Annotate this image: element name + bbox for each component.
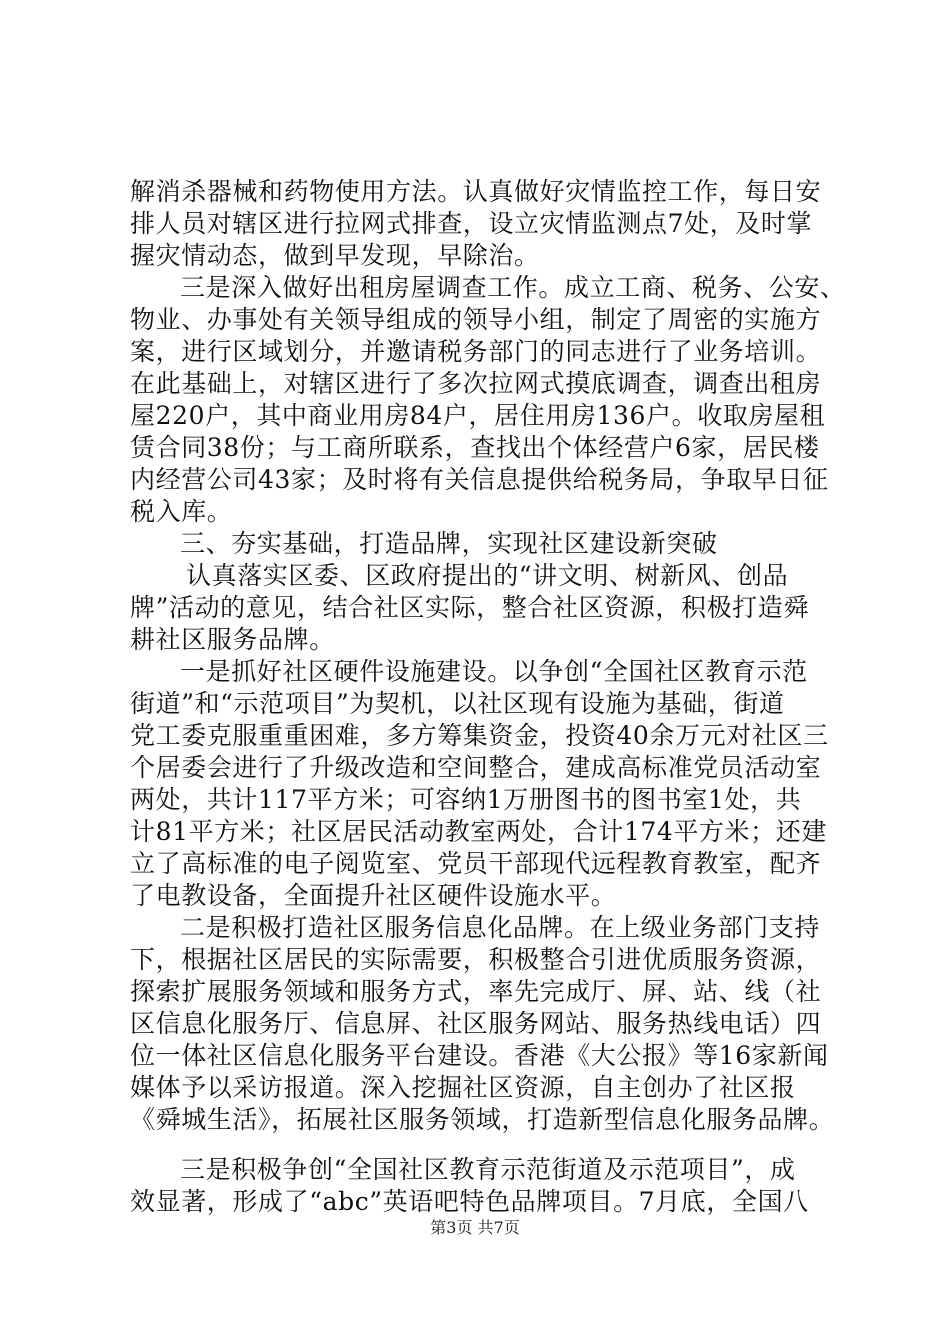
text-line: 内经营公司43家；及时将有关信息提供给税务局，争取早日征 xyxy=(130,465,829,494)
text-line: 屋220户，其中商业用房84户，居住用房136户。收取房屋租 xyxy=(130,401,826,430)
section-heading: 三、夯实基础，打造品牌，实现社区建设新突破 xyxy=(180,529,718,558)
text-line: 探索扩展服务领域和服务方式，率先完成厅、屏、站、线（社 xyxy=(130,977,822,1006)
text-line: 案，进行区域划分，并邀请税务部门的同志进行了业务培训。 xyxy=(130,337,822,366)
text-line: 牌”活动的意见，结合社区实际，整合社区资源，积极打造舜 xyxy=(130,593,809,622)
text-line: 物业、办事处有关领导组成的领导小组，制定了周密的实施方 xyxy=(130,305,822,334)
text-line: 《舜城生活》，拓展社区服务领域，打造新型信息化服务品牌。 xyxy=(130,1105,835,1134)
text-line: 赁合同38份；与工商所联系，查找出个体经营户6家，居民楼 xyxy=(130,433,820,462)
text-line: 排人员对辖区进行拉网式排查，设立灾情监测点7处，及时掌 xyxy=(130,209,813,238)
text-line: 一是抓好社区硬件设施建设。以争创“全国社区教育示范 xyxy=(180,657,808,686)
text-line: 二是积极打造社区服务信息化品牌。在上级业务部门支持 xyxy=(180,913,821,942)
text-line: 党工委克服重重困难，多方筹集资金，投资40余万元对社区三 xyxy=(130,721,829,750)
text-line: 个居委会进行了升级改造和空间整合，建成高标准党员活动室 xyxy=(130,753,822,782)
text-line: 在此基础上，对辖区进行了多次拉网式摸底调查，调查出租房 xyxy=(130,369,822,398)
text-line: 两处，共计117平方米；可容纳1万册图书的图书室1处，共 xyxy=(130,785,802,814)
text-line: 解消杀器械和药物使用方法。认真做好灾情监控工作，每日安 xyxy=(130,177,822,206)
text-line: 效显著，形成了“abc”英语吧特色品牌项目。7月底，全国八 xyxy=(130,1187,809,1216)
text-line: 下，根据社区居民的实际需要，积极整合引进优质服务资源， xyxy=(130,945,822,974)
text-line: 三是积极争创“全国社区教育示范街道及示范项目”，成 xyxy=(180,1155,796,1184)
text-line: 握灾情动态，做到早发现，早除治。 xyxy=(130,241,540,270)
text-line: 街道”和“示范项目”为契机，以社区现有设施为基础，街道 xyxy=(130,689,785,718)
text-line: 了电教设备，全面提升社区硬件设施水平。 xyxy=(130,881,617,910)
text-line: 计81平方米；社区居民活动教室两处，合计174平方米；还建 xyxy=(130,817,827,846)
text-line: 立了高标准的电子阅览室、党员干部现代远程教育教室，配齐 xyxy=(130,849,822,878)
text-line: 三是深入做好出租房屋调查工作。成立工商、税务、公安、 xyxy=(180,273,846,302)
text-line: 媒体予以采访报道。深入挖掘社区资源，自主创办了社区报 xyxy=(130,1073,796,1102)
text-line: 认真落实区委、区政府提出的“讲文明、树新风、创品 xyxy=(186,561,789,590)
text-line: 税入库。 xyxy=(130,497,233,526)
text-line: 耕社区服务品牌。 xyxy=(130,625,335,654)
text-line: 区信息化服务厅、信息屏、社区服务网站、服务热线电话）四 xyxy=(130,1009,822,1038)
page-footer: 第3页 共7页 xyxy=(430,1218,520,1237)
text-line: 位一体社区信息化服务平台建设。香港《大公报》等16家新闻 xyxy=(130,1041,829,1070)
